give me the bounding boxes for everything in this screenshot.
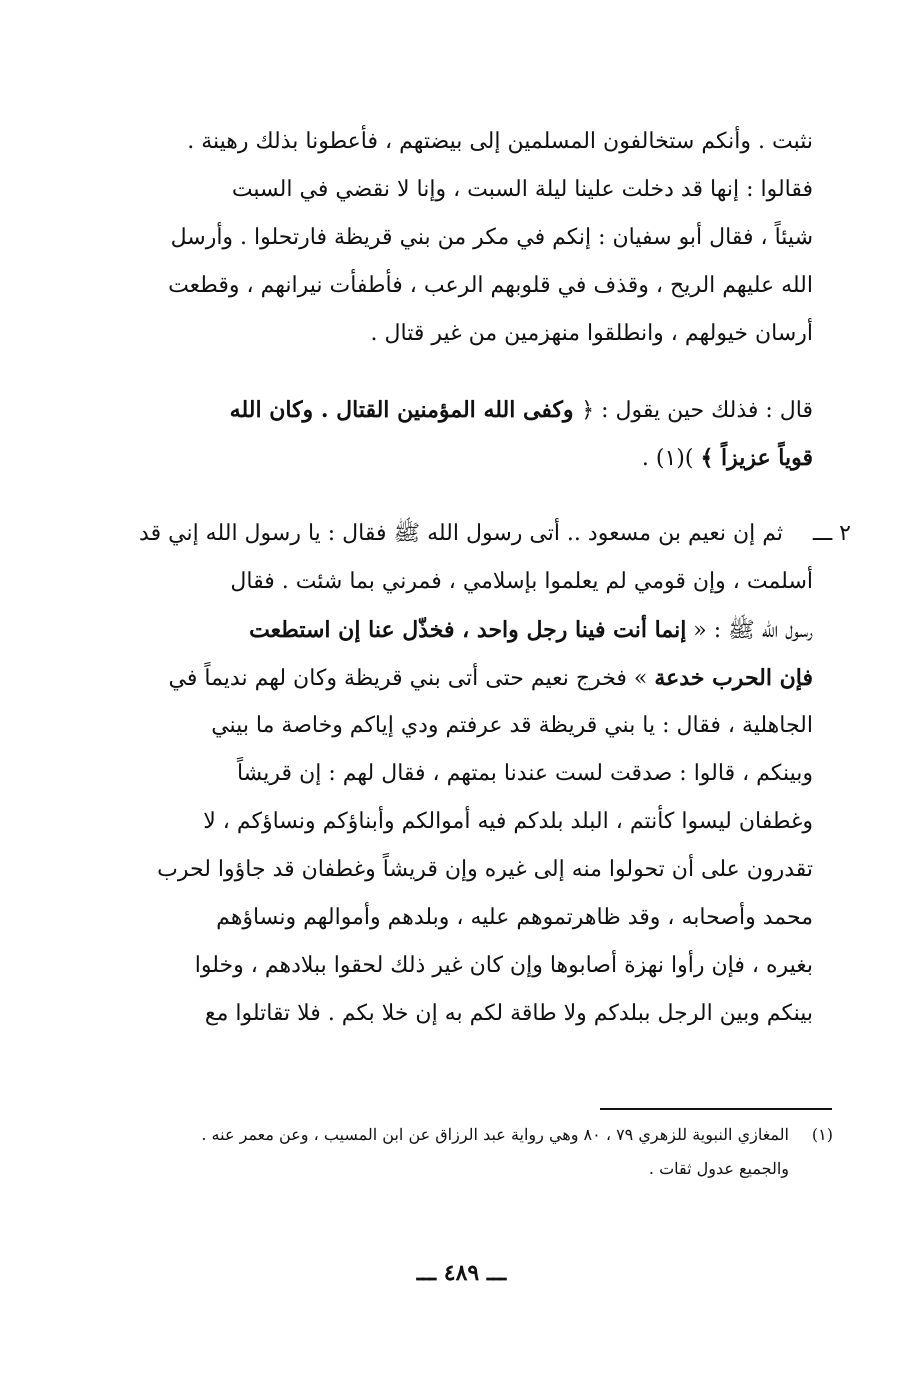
text-line: الله عليهم الريح ، وقذف في قلوبهم الرعب ، فأطفأت نيرانهم ، وقطعت	[168, 273, 813, 298]
text-line: شيئاً ، فقال أبو سفيان : إنكم في مكر من بني قريظة فارتحلوا . وأرسل	[170, 225, 813, 250]
line-text: » فخرج نعيم حتى أتى بني قريظة وكان لهم نديماً في	[168, 666, 655, 691]
footnote	[98, 1118, 833, 1186]
quran-verse-bold: وكفى الله المؤمنين القتال . وكان الله	[229, 397, 582, 423]
text-line: أسلمت ، وإن قومي لم يعلموا بإسلامي ، فمرني بما شئت . فقال	[230, 569, 813, 594]
paragraph-1	[98, 118, 813, 358]
footnote-text: المغازي النبوية للزهري ٧٩ ، ٨٠ وهي رواية عبد الرزاق عن ابن المسيب ، وعن معمر عنه .	[201, 1125, 789, 1144]
paragraph-2-quran-quote	[98, 386, 813, 482]
text-line: الجاهلية ، فقال : يا بني قريظة قد عرفتم ودي إياكم وخاصة ما بيني	[211, 713, 813, 738]
text-line: وبينكم ، قالوا : صدقت لست عندنا بمتهم ، فقال لهم : إن قريشاً	[236, 761, 813, 786]
item-number: ٢ ـــ	[812, 521, 851, 546]
text-line: بينكم وبين الرجل ببلدكم ولا طاقة لكم به إن خلا بكم . فلا تقاتلوا مع	[204, 1001, 813, 1026]
text-line	[98, 654, 851, 702]
line-text: ثم إن نعيم بن مسعود .. أتى رسول الله ﷺ فقال : يا رسول الله إني قد	[139, 521, 783, 546]
quote-intro: قال : فذلك حين يقول : ﴿	[581, 398, 813, 423]
footnote-line	[98, 1118, 833, 1152]
text-line: فقالوا : إنها قد دخلت علينا ليلة السبت ، وإنا لا نقضي في السبت	[231, 177, 813, 202]
text-line: بغيره ، فإن رأوا نهزة أصابوها وإن كان غير ذلك لحقوا ببلادهم ، وخلوا	[194, 953, 813, 978]
text-line: وغطفان ليسوا كأنتم ، البلد بلدكم فيه أموالكم وأبناؤكم ونساؤكم ، لا	[203, 809, 813, 834]
page-number: ـــ ٤٨٩ ـــ	[416, 1260, 507, 1286]
text-line: نثبت . وأنكم ستخالفون المسلمين إلى بيضتهم ، فأعطونا بذلك رهينة .	[187, 129, 813, 154]
footnote-number: (١)	[811, 1125, 833, 1144]
quran-verse-bold: قوياً عزيزاً ﴾	[700, 445, 813, 471]
text-line: محمد وأصحابه ، وقد ظاهرتموهم عليه ، وبلدهم وأموالهم ونساؤهم	[216, 905, 813, 930]
text-line	[98, 386, 813, 434]
footnote-line: والجميع عدول ثقات .	[648, 1159, 789, 1178]
footnote-reference: )(١) .	[641, 446, 701, 471]
text-line	[98, 510, 851, 558]
text-line: تقدرون على أن تحولوا منه إلى غيره وإن قريشاً وغطفان قد جاؤوا لحرب	[157, 857, 813, 882]
paragraph-3-numbered	[98, 510, 851, 1038]
text-line	[98, 434, 813, 482]
hadith-quote-bold: فإن الحرب خدعة	[654, 665, 813, 691]
text-line	[98, 606, 851, 654]
footnote-divider	[600, 1108, 832, 1110]
line-text: رسول الله ﷺ : «	[686, 618, 813, 643]
text-line: أرسان خيولهم ، وانطلقوا منهزمين من غير قتال .	[370, 321, 813, 346]
hadith-quote-bold: إنما أنت فينا رجل واحد ، فخذّل عنا إن استطعت	[249, 617, 687, 643]
